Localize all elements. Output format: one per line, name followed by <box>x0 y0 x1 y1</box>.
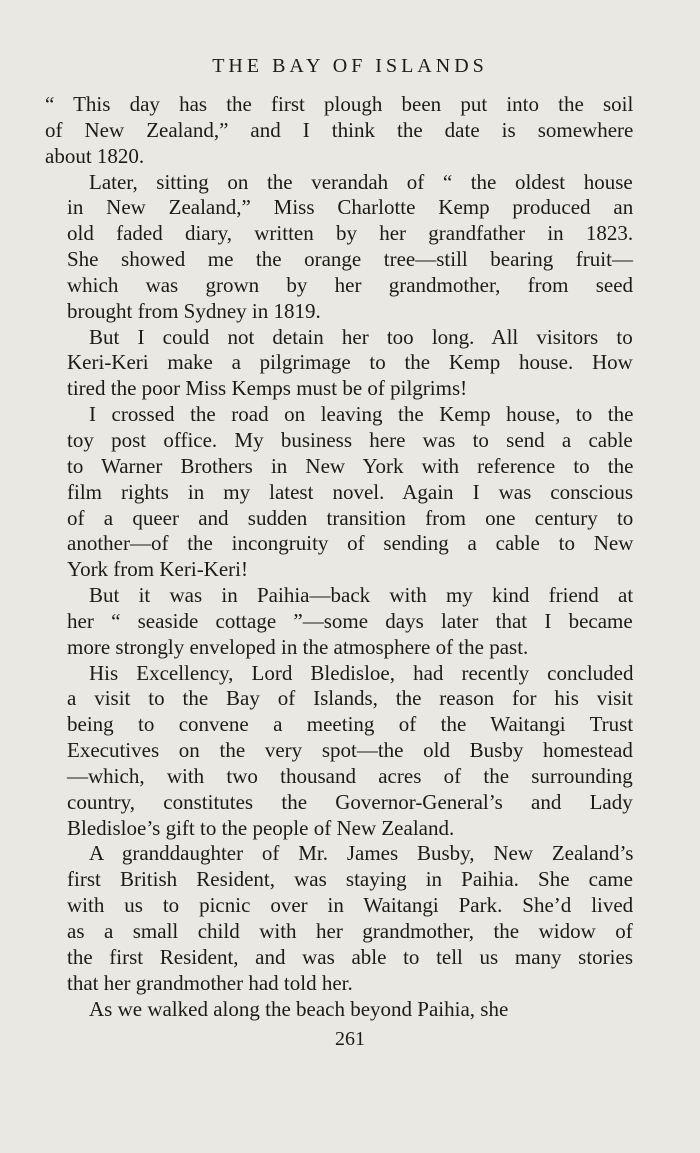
text-line: Executives on the very spot—the old Busby homestead <box>67 738 633 763</box>
text-line: her “ seaside cottage ”—some days later that I became <box>67 608 633 633</box>
paragraph <box>45 583 633 661</box>
text-line: another—of the incongruity of sending a cable to New <box>67 531 634 556</box>
text-line: Later, sitting on the verandah of “ the oldest house <box>89 169 633 194</box>
text-line: which was grown by her grandmother, from seed <box>67 272 634 297</box>
paragraph <box>45 661 633 842</box>
text-line: a visit to the Bay of Islands, the reason for his visit <box>67 686 633 711</box>
running-head: THE BAY OF ISLANDS <box>212 55 488 77</box>
text-line: brought from Sydney in 1819. <box>67 298 321 323</box>
text-line: His Excellency, Lord Bledisloe, had recently concluded <box>89 660 634 685</box>
body-text <box>45 92 633 1022</box>
paragraph <box>45 170 633 325</box>
text-line: film rights in my latest novel. Again I was conscious <box>67 479 634 504</box>
text-line: to Warner Brothers in New York with reference to the <box>67 453 634 478</box>
text-line: —which, with two thousand acres of the surrounding <box>67 763 633 788</box>
text-line: Keri-Keri make a pilgrimage to the Kemp house. How <box>67 350 633 375</box>
text-line: of a queer and sudden transition from one century to <box>67 505 634 530</box>
paragraph <box>45 325 633 403</box>
paragraph <box>45 402 633 583</box>
text-line: Bledisloe’s gift to the people of New Zealand. <box>67 815 455 840</box>
text-line: in New Zealand,” Miss Charlotte Kemp produced an <box>67 195 634 220</box>
text-line: She showed me the orange tree—still bearing fruit— <box>67 247 633 272</box>
text-line: being to convene a meeting of the Waitangi Trust <box>67 712 634 737</box>
text-line: that her grandmother had told her. <box>67 970 353 995</box>
text-line: But it was in Paihia—back with my kind friend at <box>89 583 634 608</box>
text-line: But I could not detain her too long. All visitors to <box>89 324 633 349</box>
paragraph <box>45 92 633 170</box>
text-line: as a small child with her grandmother, the widow of <box>67 919 633 943</box>
text-line: about 1820. <box>45 143 145 168</box>
text-line: with us to picnic over in Waitangi Park. She’d lived <box>67 893 634 918</box>
text-line: the first Resident, and was able to tell us many stories <box>67 944 633 969</box>
text-line: first British Resident, was staying in Paihia. She came <box>67 867 633 892</box>
text-line: tired the poor Miss Kemps must be of pilgrims! <box>67 376 468 401</box>
text-line: “ This day has the first plough been put into the soil <box>45 92 634 116</box>
text-line: toy post office. My business here was to send a cable <box>67 427 633 452</box>
paragraph <box>45 997 633 1023</box>
paragraph <box>45 841 633 996</box>
text-line: A granddaughter of Mr. James Busby, New Zealand’s <box>89 841 634 866</box>
text-line: old faded diary, written by her grandfather in 1823. <box>67 221 634 246</box>
text-line: country, constitutes the Governor-General’s and Lady <box>67 789 633 814</box>
text-line: As we walked along the beach beyond Paihia, she <box>89 996 509 1021</box>
text-line: I crossed the road on leaving the Kemp house, to the <box>89 402 634 427</box>
page-number: 261 <box>335 1028 365 1050</box>
text-line: more strongly enveloped in the atmosphere of the past. <box>67 634 529 659</box>
text-line: of New Zealand,” and I think the date is somewhere <box>45 117 634 142</box>
text-line: York from Keri-Keri! <box>67 557 248 582</box>
